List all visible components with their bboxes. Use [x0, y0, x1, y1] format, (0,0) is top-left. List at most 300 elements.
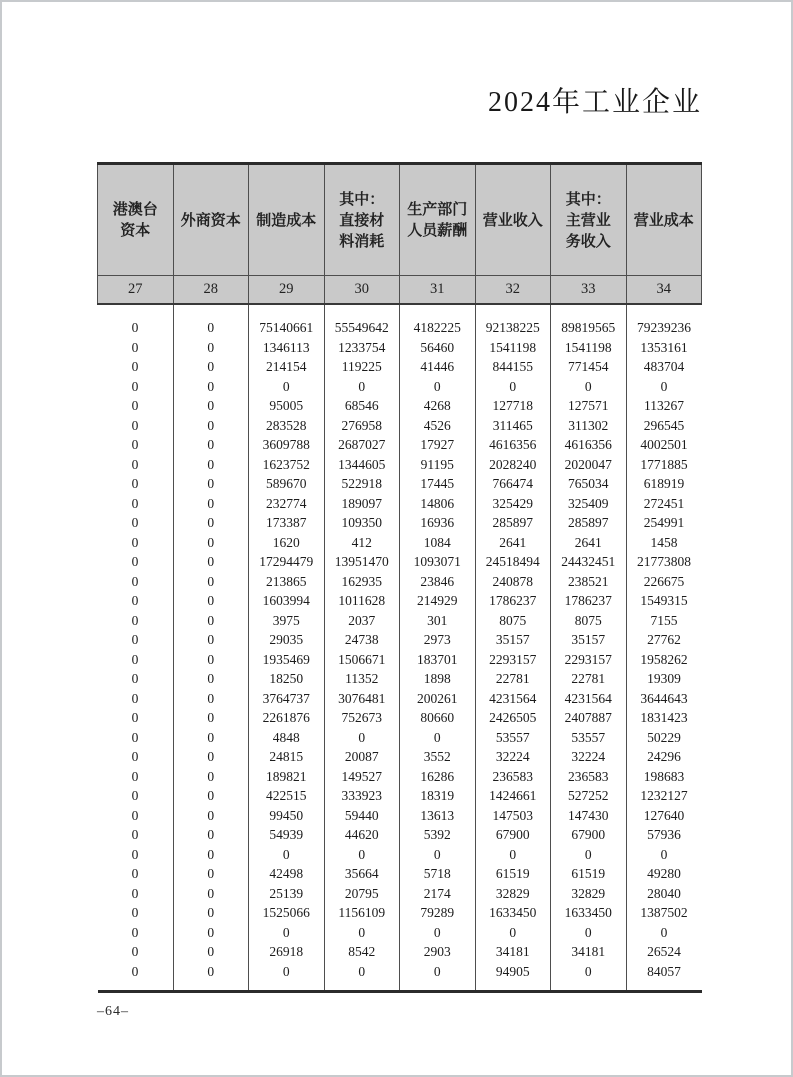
- table-row: [98, 494, 702, 514]
- table-cell: 1541198: [475, 338, 551, 358]
- table-cell: 4231564: [475, 689, 551, 709]
- table-row: [98, 357, 702, 377]
- table-cell: 3975: [249, 611, 325, 631]
- table-cell: 0: [400, 845, 476, 865]
- column-number: 32: [475, 276, 551, 305]
- table-cell: 0: [173, 689, 249, 709]
- table-cell: 422515: [249, 786, 325, 806]
- table-cell: 0: [173, 474, 249, 494]
- table-cell: 1831423: [626, 708, 702, 728]
- table-cell: 2293157: [475, 650, 551, 670]
- table-body: [98, 304, 702, 992]
- column-number: 33: [551, 276, 627, 305]
- table-cell: 0: [131, 378, 139, 394]
- table-cell: 1633450: [551, 903, 627, 923]
- table-cell: 67900: [475, 825, 551, 845]
- table-cell: 1935469: [249, 650, 325, 670]
- table-cell: 483704: [626, 357, 702, 377]
- table-cell: 53557: [475, 728, 551, 748]
- table-cell: 0: [131, 768, 139, 784]
- table-cell: 3764737: [249, 689, 325, 709]
- table-cell: 32829: [551, 884, 627, 904]
- table-cell: 1786237: [551, 591, 627, 611]
- table-cell: 1344605: [324, 455, 400, 475]
- table-cell: 1458: [626, 533, 702, 553]
- table-row: [98, 786, 702, 806]
- table-cell: 283528: [249, 416, 325, 436]
- column-number: 28: [173, 276, 249, 305]
- table-cell: 50229: [626, 728, 702, 748]
- table-cell: 0: [626, 377, 702, 397]
- table-header: [98, 164, 702, 305]
- table-row: [98, 845, 702, 865]
- table-cell: 7155: [626, 611, 702, 631]
- table-cell: 35157: [551, 630, 627, 650]
- table-cell: 0: [131, 593, 139, 608]
- table-cell: 0: [324, 377, 400, 397]
- table-cell: 325429: [475, 494, 551, 514]
- table-cell: 1232127: [626, 786, 702, 806]
- table-row: [98, 377, 702, 397]
- table-cell: 1424661: [475, 786, 551, 806]
- table-cell: 0: [131, 573, 139, 589]
- column-header-label: 营业收入: [482, 211, 543, 229]
- table-cell: 1603994: [249, 591, 325, 611]
- table-row: [98, 708, 702, 728]
- table-cell: 2687027: [324, 435, 400, 455]
- table-cell: 16286: [400, 767, 476, 787]
- table-row: [98, 962, 702, 992]
- table-row: [98, 669, 702, 689]
- table-cell: 24738: [324, 630, 400, 650]
- table-cell: 311465: [475, 416, 551, 436]
- table-cell: 35157: [475, 630, 551, 650]
- table-cell: 2261876: [249, 708, 325, 728]
- table-cell: 11352: [324, 669, 400, 689]
- table-row: [98, 806, 702, 826]
- table-cell: 0: [400, 923, 476, 943]
- table-cell: 4848: [249, 728, 325, 748]
- header-label-row: [98, 164, 702, 276]
- table-cell: 4182225: [400, 304, 476, 338]
- table-cell: 0: [475, 845, 551, 865]
- table-cell: 56460: [400, 338, 476, 358]
- table-cell: 0: [173, 708, 249, 728]
- table-cell: 771454: [551, 357, 627, 377]
- column-header-label: 生产部门 人员薪酬: [407, 201, 468, 239]
- table-cell: 4231564: [551, 689, 627, 709]
- table-row: [98, 903, 702, 923]
- table-row: [98, 923, 702, 943]
- table-cell: 89819565: [551, 304, 627, 338]
- table-cell: 301: [400, 611, 476, 631]
- table-cell: 17445: [400, 474, 476, 494]
- table-cell: 0: [131, 456, 139, 472]
- table-cell: 61519: [551, 864, 627, 884]
- table-cell: 19309: [626, 669, 702, 689]
- table-cell: 1958262: [626, 650, 702, 670]
- table-row: [98, 591, 702, 611]
- table-cell: 236583: [475, 767, 551, 787]
- column-header: [400, 164, 476, 276]
- table-cell: 1346113: [249, 338, 325, 358]
- table-cell: 4268: [400, 396, 476, 416]
- table-cell: 238521: [551, 572, 627, 592]
- table-cell: 0: [173, 572, 249, 592]
- table-cell: 95005: [249, 396, 325, 416]
- table-cell: 618919: [626, 474, 702, 494]
- table-cell: 34181: [475, 942, 551, 962]
- table-cell: 0: [131, 437, 139, 452]
- table-cell: 94905: [475, 962, 551, 992]
- table-cell: 92138225: [475, 304, 551, 338]
- table-cell: 0: [131, 729, 139, 745]
- table-cell: 0: [131, 866, 139, 881]
- table-cell: 0: [131, 398, 139, 413]
- table-cell: 2037: [324, 611, 400, 631]
- table-cell: 34181: [551, 942, 627, 962]
- table-cell: 254991: [626, 513, 702, 533]
- table-cell: 0: [173, 513, 249, 533]
- table-cell: 24432451: [551, 552, 627, 572]
- table-cell: 75140661: [249, 304, 325, 338]
- table-cell: 0: [131, 476, 139, 491]
- table-cell: 0: [324, 923, 400, 943]
- table-cell: 0: [173, 650, 249, 670]
- table-row: [98, 396, 702, 416]
- table-cell: 0: [475, 923, 551, 943]
- table-row: [98, 864, 702, 884]
- table-cell: 0: [249, 845, 325, 865]
- table-cell: 0: [131, 495, 139, 511]
- table-cell: 13951470: [324, 552, 400, 572]
- table-cell: 2641: [475, 533, 551, 553]
- table-cell: 4526: [400, 416, 476, 436]
- table-cell: 1549315: [626, 591, 702, 611]
- table-cell: 99450: [249, 806, 325, 826]
- table-cell: 311302: [551, 416, 627, 436]
- table-cell: 200261: [400, 689, 476, 709]
- column-header-label: 港澳台 资本: [112, 201, 158, 239]
- table-row: [98, 630, 702, 650]
- table-cell: 0: [131, 788, 139, 803]
- table-cell: 589670: [249, 474, 325, 494]
- table-row: [98, 942, 702, 962]
- table-cell: 16936: [400, 513, 476, 533]
- table-cell: 214929: [400, 591, 476, 611]
- data-table: [97, 162, 702, 993]
- table-cell: 189097: [324, 494, 400, 514]
- table-cell: 35664: [324, 864, 400, 884]
- table-cell: 325409: [551, 494, 627, 514]
- table-cell: 0: [131, 963, 139, 979]
- table-cell: 0: [173, 611, 249, 631]
- table-row: [98, 884, 702, 904]
- table-cell: 765034: [551, 474, 627, 494]
- table-cell: 5718: [400, 864, 476, 884]
- table-cell: 272451: [626, 494, 702, 514]
- table-cell: 147503: [475, 806, 551, 826]
- table-cell: 0: [400, 377, 476, 397]
- column-header: [626, 164, 702, 276]
- table-cell: 0: [131, 827, 139, 842]
- table-cell: 0: [131, 515, 139, 530]
- table-cell: 109350: [324, 513, 400, 533]
- table-cell: 32224: [551, 747, 627, 767]
- table-cell: 0: [173, 728, 249, 748]
- table-cell: 3552: [400, 747, 476, 767]
- table-cell: 3609788: [249, 435, 325, 455]
- table-cell: 2426505: [475, 708, 551, 728]
- table-cell: 0: [173, 396, 249, 416]
- column-header-label: 其中： 直接材 料消耗: [339, 190, 385, 250]
- table-cell: 0: [173, 864, 249, 884]
- table-cell: 80660: [400, 708, 476, 728]
- table-cell: 0: [173, 786, 249, 806]
- table-cell: 0: [131, 320, 139, 335]
- table-cell: 2407887: [551, 708, 627, 728]
- table-cell: 0: [173, 304, 249, 338]
- table-cell: 24518494: [475, 552, 551, 572]
- table-cell: 4002501: [626, 435, 702, 455]
- table-cell: 183701: [400, 650, 476, 670]
- table-row: [98, 552, 702, 572]
- table-cell: 0: [400, 962, 476, 992]
- table-row: [98, 572, 702, 592]
- table-cell: 0: [475, 377, 551, 397]
- table-cell: 2641: [551, 533, 627, 553]
- table-cell: 1506671: [324, 650, 400, 670]
- table-cell: 226675: [626, 572, 702, 592]
- table-cell: 119225: [324, 357, 400, 377]
- table-cell: 84057: [626, 962, 702, 992]
- table-cell: 0: [173, 884, 249, 904]
- table-cell: 18250: [249, 669, 325, 689]
- table-cell: 0: [131, 554, 139, 569]
- table-row: [98, 650, 702, 670]
- table-cell: 1786237: [475, 591, 551, 611]
- table-row: [98, 533, 702, 553]
- column-header: [324, 164, 400, 276]
- table-row: [98, 611, 702, 631]
- table-cell: 54939: [249, 825, 325, 845]
- table-cell: 162935: [324, 572, 400, 592]
- table-cell: 23846: [400, 572, 476, 592]
- table-cell: 0: [131, 651, 139, 667]
- table-cell: 3076481: [324, 689, 400, 709]
- table-cell: 32224: [475, 747, 551, 767]
- table-cell: 2174: [400, 884, 476, 904]
- table-cell: 1093071: [400, 552, 476, 572]
- table-cell: 1011628: [324, 591, 400, 611]
- table-cell: 42498: [249, 864, 325, 884]
- table-cell: 2973: [400, 630, 476, 650]
- table-cell: 285897: [475, 513, 551, 533]
- table-cell: 0: [173, 845, 249, 865]
- table-cell: 236583: [551, 767, 627, 787]
- table-row: [98, 304, 702, 338]
- table-row: [98, 474, 702, 494]
- table-cell: 0: [173, 825, 249, 845]
- table-cell: 0: [131, 924, 139, 940]
- table-cell: 14806: [400, 494, 476, 514]
- table-cell: 24815: [249, 747, 325, 767]
- table-cell: 27762: [626, 630, 702, 650]
- table-cell: 49280: [626, 864, 702, 884]
- table-cell: 296545: [626, 416, 702, 436]
- header-number-row: [98, 276, 702, 305]
- table-cell: 752673: [324, 708, 400, 728]
- table-cell: 285897: [551, 513, 627, 533]
- table-row: [98, 416, 702, 436]
- table-cell: 0: [626, 923, 702, 943]
- table-cell: 26524: [626, 942, 702, 962]
- table-cell: 20087: [324, 747, 400, 767]
- table-cell: 44620: [324, 825, 400, 845]
- table-cell: 0: [131, 710, 139, 725]
- table-row: [98, 728, 702, 748]
- table-cell: 0: [173, 533, 249, 553]
- table-row: [98, 455, 702, 475]
- table-cell: 24296: [626, 747, 702, 767]
- table-cell: 1387502: [626, 903, 702, 923]
- table-cell: 0: [131, 846, 139, 862]
- table-cell: 0: [551, 845, 627, 865]
- table-cell: 61519: [475, 864, 551, 884]
- table-cell: 17294479: [249, 552, 325, 572]
- table-cell: 0: [173, 435, 249, 455]
- table-cell: 22781: [475, 669, 551, 689]
- table-cell: 0: [324, 728, 400, 748]
- table-cell: 0: [173, 942, 249, 962]
- table-cell: 0: [131, 944, 139, 959]
- table-cell: 25139: [249, 884, 325, 904]
- table-cell: 91195: [400, 455, 476, 475]
- table-cell: 55549642: [324, 304, 400, 338]
- column-header: [551, 164, 627, 276]
- table-cell: 2293157: [551, 650, 627, 670]
- table-cell: 0: [173, 552, 249, 572]
- table-cell: 189821: [249, 767, 325, 787]
- table-cell: 0: [173, 903, 249, 923]
- table-cell: 4616356: [551, 435, 627, 455]
- table-cell: 0: [173, 455, 249, 475]
- table-cell: 147430: [551, 806, 627, 826]
- table-cell: 0: [173, 806, 249, 826]
- table-cell: 0: [173, 357, 249, 377]
- table-cell: 0: [249, 923, 325, 943]
- table-cell: 0: [173, 923, 249, 943]
- page-title: 2024年工业企业: [487, 87, 702, 118]
- table-cell: 0: [131, 690, 139, 706]
- table-cell: 0: [173, 494, 249, 514]
- table-cell: 68546: [324, 396, 400, 416]
- table-row: [98, 513, 702, 533]
- table-cell: 67900: [551, 825, 627, 845]
- table-cell: 3644643: [626, 689, 702, 709]
- table-cell: 21773808: [626, 552, 702, 572]
- table-cell: 2020047: [551, 455, 627, 475]
- table-cell: 79239236: [626, 304, 702, 338]
- table-cell: 214154: [249, 357, 325, 377]
- table-cell: 276958: [324, 416, 400, 436]
- table-cell: 18319: [400, 786, 476, 806]
- table-cell: 53557: [551, 728, 627, 748]
- table-cell: 0: [173, 767, 249, 787]
- table-cell: 41446: [400, 357, 476, 377]
- table-row: [98, 689, 702, 709]
- table-cell: 0: [131, 534, 139, 550]
- table-cell: 0: [131, 807, 139, 823]
- table-cell: 0: [400, 728, 476, 748]
- table-cell: 333923: [324, 786, 400, 806]
- table-cell: 0: [131, 417, 139, 433]
- column-header: [173, 164, 249, 276]
- table-cell: 0: [249, 962, 325, 992]
- table-cell: 0: [324, 845, 400, 865]
- table-cell: 213865: [249, 572, 325, 592]
- table-cell: 0: [551, 923, 627, 943]
- table-cell: 2903: [400, 942, 476, 962]
- table-cell: 5392: [400, 825, 476, 845]
- table-row: [98, 747, 702, 767]
- table-row: [98, 435, 702, 455]
- column-number: 27: [98, 276, 174, 305]
- table-cell: 1620: [249, 533, 325, 553]
- table-cell: 0: [551, 962, 627, 992]
- column-number: 31: [400, 276, 476, 305]
- table-cell: 0: [173, 591, 249, 611]
- column-number: 30: [324, 276, 400, 305]
- table-cell: 0: [131, 339, 139, 355]
- table-cell: 127571: [551, 396, 627, 416]
- table-cell: 232774: [249, 494, 325, 514]
- table-cell: 0: [249, 377, 325, 397]
- column-header-label: 制造成本: [256, 211, 317, 229]
- table-cell: 1156109: [324, 903, 400, 923]
- column-number: 34: [626, 276, 702, 305]
- table-cell: 8075: [475, 611, 551, 631]
- column-header: [249, 164, 325, 276]
- table-cell: 0: [173, 747, 249, 767]
- column-header: [475, 164, 551, 276]
- table-cell: 0: [131, 612, 139, 628]
- table-cell: 8075: [551, 611, 627, 631]
- table-cell: 1623752: [249, 455, 325, 475]
- table-cell: 0: [173, 630, 249, 650]
- table-cell: 0: [551, 377, 627, 397]
- column-header-label: 营业成本: [633, 211, 694, 229]
- table-cell: 844155: [475, 357, 551, 377]
- table-cell: 0: [324, 962, 400, 992]
- table-container: [97, 162, 702, 993]
- table-cell: 13613: [400, 806, 476, 826]
- table-row: [98, 767, 702, 787]
- table-cell: 198683: [626, 767, 702, 787]
- table-cell: 22781: [551, 669, 627, 689]
- table-cell: 0: [626, 845, 702, 865]
- table-cell: 0: [173, 962, 249, 992]
- table-cell: 4616356: [475, 435, 551, 455]
- table-cell: 0: [173, 416, 249, 436]
- table-cell: 79289: [400, 903, 476, 923]
- table-cell: 8542: [324, 942, 400, 962]
- table-cell: 0: [131, 671, 139, 686]
- table-cell: 0: [173, 669, 249, 689]
- table-cell: 26918: [249, 942, 325, 962]
- table-cell: 1525066: [249, 903, 325, 923]
- column-number: 29: [249, 276, 325, 305]
